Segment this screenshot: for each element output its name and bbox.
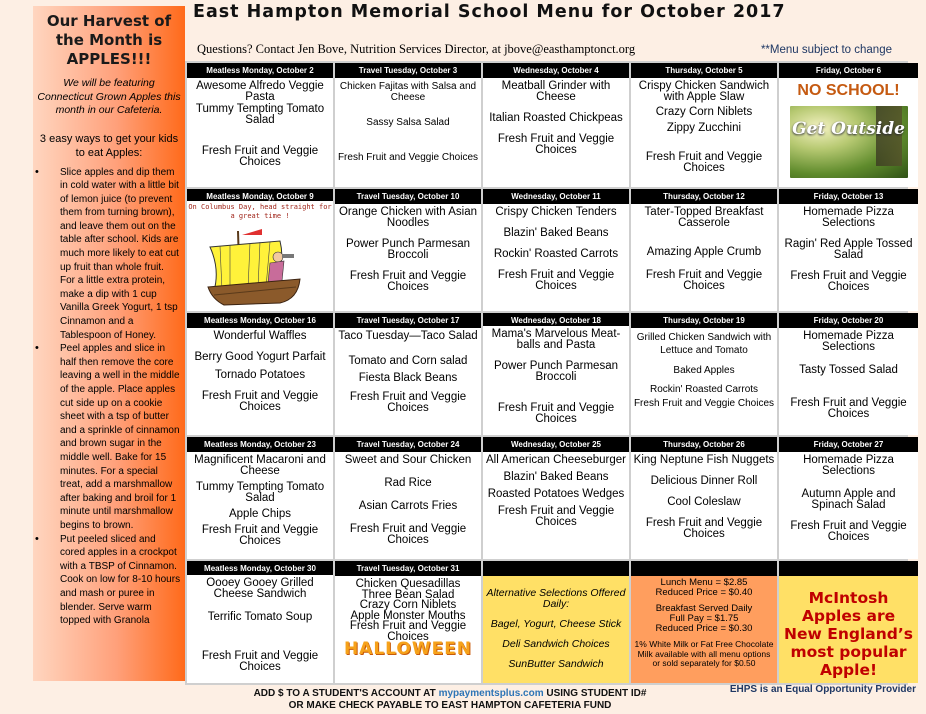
day-header: Meatless Monday, October 23	[187, 437, 333, 452]
lunch-reduced-price: Reduced Price = $0.40	[655, 587, 753, 598]
day-cell	[187, 189, 333, 311]
day-cell	[631, 313, 777, 435]
menu-item: Homemade Pizza Selections	[803, 454, 894, 477]
menu-item: Power Punch Parmesan Broccoli	[493, 360, 618, 383]
footer-line1-pre: ADD $ TO A STUDENT'S ACCOUNT AT	[253, 688, 439, 699]
alt-item: Deli Sandwich Choices	[502, 638, 610, 650]
menu-item: Meatball Grinder with Cheese	[501, 80, 611, 103]
menu-item: Fresh Fruit and Veggie Choices	[201, 390, 319, 413]
alt-item: SunButter Sandwich	[508, 658, 604, 670]
menu-item: Chicken Quesadillas	[355, 578, 461, 590]
alt-heading: Alternative Selections Offered Daily:	[486, 587, 626, 610]
menu-item: Awesome Alfredo Veggie Pasta	[196, 80, 324, 103]
menu-item: Fresh Fruit and Veggie Choices	[790, 270, 907, 293]
day-header: Thursday, October 12	[631, 189, 777, 204]
menu-item: Power Punch Parmesan Broccoli	[345, 238, 470, 261]
menu-item: All American Cheeseburger	[486, 454, 626, 466]
menu-item: Rockin' Roasted Carrots	[493, 248, 619, 260]
alt-item: Bagel, Yogurt, Cheese Stick	[490, 618, 622, 630]
menu-item: Fresh Fruit and Veggie Choices	[497, 133, 615, 156]
day-header: Wednesday, October 4	[483, 63, 629, 78]
menu-item: Fresh Fruit and Veggie Choices	[645, 151, 763, 174]
day-cell	[335, 313, 481, 435]
day-header: Travel Tuesday, October 31	[335, 561, 481, 576]
day-cell	[631, 437, 777, 559]
menu-item: Apple Monster Mouths	[350, 609, 466, 622]
columbus-caption: On Columbus Day, head straight for a great time !	[188, 203, 332, 220]
menu-item: Tummy Tempting Tomato Salad	[195, 481, 325, 504]
halloween-banner: HALLOWEEN	[343, 639, 473, 659]
menu-item: Berry Good Yogurt Parfait	[194, 351, 326, 363]
day-header: Travel Tuesday, October 17	[335, 313, 481, 328]
menu-item: Homemade Pizza Selections	[803, 330, 894, 353]
menu-item: Orange Chicken with Asian Noodles	[338, 206, 478, 229]
menu-item: Crazy Corn Niblets	[655, 106, 753, 118]
menu-item: Sassy Salsa Salad	[366, 117, 450, 128]
equal-opportunity-notice: EHPS is an Equal Opportunity Provider	[729, 684, 916, 695]
menu-item: Mama's Marvelous Meat-balls and Pasta	[491, 328, 621, 351]
lunch-price: Lunch Menu = $2.85	[660, 577, 748, 588]
day-header: Friday, October 13	[779, 189, 918, 204]
menu-item: Crispy Chicken Tenders	[495, 206, 617, 218]
menu-item: Tomato and Corn salad	[348, 355, 468, 367]
menu-item: Fresh Fruit and Veggie Choices	[201, 650, 319, 673]
day-header: Travel Tuesday, October 10	[335, 189, 481, 204]
menu-item: Grilled Chicken Sandwich with Lettuce and Tomato	[636, 332, 772, 356]
sidebar-title: Our Harvest of the Month is APPLES!!!	[46, 12, 172, 68]
day-cell	[483, 63, 629, 187]
menu-item: Crispy Chicken Sandwich with Apple Slaw	[638, 80, 770, 103]
day-header: Friday, October 6	[779, 63, 918, 78]
day-cell	[779, 189, 918, 311]
day-cell	[779, 437, 918, 559]
day-header: Wednesday, October 11	[483, 189, 629, 204]
menu-calendar	[185, 61, 913, 685]
breakfast-reduced-price: Reduced Price = $0.30	[655, 623, 753, 634]
sidebar-ways-heading: 3 easy ways to get your kids to eat Apples:	[39, 132, 179, 159]
menu-item: Rockin' Roasted Carrots	[649, 384, 759, 395]
get-outside-image	[790, 106, 908, 178]
no-school-label: NO SCHOOL!	[797, 82, 900, 99]
day-cell	[187, 437, 333, 559]
menu-item: Homemade Pizza Selections	[803, 206, 894, 229]
footer-line1-post: USING STUDENT ID#	[543, 688, 647, 699]
payment-link[interactable]: mypaymentsplus.com	[438, 688, 544, 699]
menu-item: Autumn Apple and Spinach Salad	[801, 488, 896, 511]
tip-item: • Slice apples and dip them in cold water with a little bit of lemon juice (to prevent them from turning brown), and leave them out on the table after school. Kids are much more likely to eat cut up fruit than whole fruit. For a little extra protein, make a dip with 1 cup Vanilla Greek Yogurt, 1 tsp Cinnamon and a Tablespoon of Honey.	[33, 166, 181, 343]
day-cell	[631, 189, 777, 311]
menu-item: Fresh Fruit and Veggie Choices	[790, 520, 907, 543]
day-header: Wednesday, October 25	[483, 437, 629, 452]
day-cell	[779, 313, 918, 435]
day-cell	[483, 437, 629, 559]
alternative-selections-cell	[483, 561, 629, 683]
day-header: Meatless Monday, October 16	[187, 313, 333, 328]
menu-item: Delicious Dinner Roll	[650, 475, 758, 487]
day-header: Thursday, October 19	[631, 313, 777, 328]
menu-item: Italian Roasted Chickpeas	[489, 112, 623, 124]
payment-footer	[185, 688, 715, 712]
menu-item: Amazing Apple Crumb	[646, 246, 762, 258]
day-cell	[187, 63, 333, 187]
menu-item: Wonderful Waffles	[213, 330, 307, 342]
menu-item: Fiesta Black Beans	[358, 372, 458, 384]
tips-list	[37, 166, 181, 628]
menu-item: Fresh Fruit and Veggie Choices	[349, 523, 467, 546]
menu-item: Cool Coleslaw	[667, 496, 741, 508]
columbus-ship-icon	[200, 221, 320, 306]
menu-item: Apple Chips	[228, 508, 291, 520]
menu-item: Fresh Fruit and Veggie Choices	[349, 391, 467, 414]
menu-item: Ragin' Red Apple Tossed Salad	[784, 238, 913, 261]
menu-item: Roasted Potatoes Wedges	[487, 488, 625, 500]
menu-item: Asian Carrots Fries	[358, 500, 458, 512]
pricing-cell	[631, 561, 777, 683]
mcintosh-fact-cell	[779, 561, 918, 683]
day-cell	[483, 313, 629, 435]
contact-line: Questions? Contact Jen Bove, Nutrition Services Director, at jbove@easthamptonct.org	[197, 42, 636, 56]
menu-item: Tasty Tossed Salad	[799, 364, 898, 376]
day-header: Meatless Monday, October 9	[187, 189, 333, 201]
get-outside-text: Get Outside	[792, 119, 905, 139]
menu-item: Baked Apples	[673, 365, 735, 376]
menu-item: Fresh Fruit and Veggie Choices	[201, 145, 319, 168]
menu-item: Tummy Tempting Tomato Salad	[195, 103, 325, 126]
menu-item: Magnificent Macaroni and Cheese	[194, 454, 326, 477]
menu-item: Fresh Fruit and Veggie Choices	[645, 517, 763, 540]
tip-item: • Peel apples and slice in half then remove the core leaving a well in the middle of the apple. Place apples cut side up on a cookie sheet with a tsp of butter and a sprinkle of cinnamon and brown sugar in the middle well. Bake for 15 minutes. For a special treat, add a marshmallow after baking and broil for 1 minute until marshmallow begins to brown.	[33, 342, 181, 532]
day-header	[631, 561, 777, 576]
menu-item: Three Bean Salad	[361, 588, 455, 601]
day-cell	[187, 313, 333, 435]
day-cell-no-school	[779, 63, 918, 187]
menu-item: Oooey Gooey Grilled Cheese Sandwich	[206, 577, 314, 600]
footer-line2: OR MAKE CHECK PAYABLE TO EAST HAMPTON CAFETERIA FUND	[288, 700, 612, 711]
mcintosh-fact: McIntosh Apples are New England’s most popular Apple!	[784, 589, 913, 679]
day-cell	[335, 63, 481, 187]
menu-item: Fresh Fruit and Veggie Choices	[337, 152, 479, 163]
day-cell	[335, 189, 481, 311]
sidebar-intro: We will be featuring Connecticut Grown Apples this month in our Cafeteria.	[37, 77, 181, 116]
tip-item: • Put peeled sliced and cored apples in a crockpot with a TBSP of Cinnamon. Cook on low for 8-10 hours and mash or puree in blender. Serve warm topped with Granola	[33, 533, 181, 628]
day-cell	[483, 189, 629, 311]
menu-item: Crazy Corn Niblets	[359, 599, 457, 611]
menu-item: Taco Tuesday—Taco Salad	[338, 330, 478, 342]
menu-disclaimer: **Menu subject to change	[760, 44, 892, 56]
menu-item: Fresh Fruit and Veggie Choices	[645, 269, 763, 292]
menu-item: Sweet and Sour Chicken	[344, 454, 472, 466]
menu-item: Fresh Fruit and Veggie Choices	[497, 402, 615, 425]
day-header: Friday, October 20	[779, 313, 918, 328]
day-header: Wednesday, October 18	[483, 313, 629, 326]
menu-item: Fresh Fruit and Veggie Choices	[497, 505, 615, 528]
day-header: Travel Tuesday, October 3	[335, 63, 481, 78]
menu-item: Fresh Fruit and Veggie Choices	[349, 270, 467, 293]
day-header: Meatless Monday, October 2	[187, 63, 333, 78]
milk-note: 1% White Milk or Fat Free Chocolate Milk available with all menu options or sold separately for $0.50	[634, 639, 774, 668]
day-header	[483, 561, 629, 576]
breakfast-full-price: Full Pay = $1.75	[669, 613, 739, 624]
menu-item: Fresh Fruit and Veggie Choices	[790, 397, 907, 420]
day-header: Meatless Monday, October 30	[187, 561, 333, 575]
day-cell	[335, 437, 481, 559]
menu-item: Tornado Potatoes	[214, 369, 306, 381]
menu-item: Fresh Fruit and Veggie Choices	[201, 524, 319, 547]
day-header	[779, 561, 918, 576]
breakfast-heading: Breakfast Served Daily	[655, 603, 753, 614]
menu-item: Zippy Zucchini	[666, 122, 742, 134]
menu-item: Terrific Tomato Soup	[207, 611, 313, 623]
day-cell	[631, 63, 777, 187]
menu-item: Blazin' Baked Beans	[503, 471, 609, 483]
menu-item: Chicken Fajitas with Salsa and Cheese	[339, 81, 477, 103]
menu-item: Rad Rice	[384, 477, 432, 489]
menu-item: Fresh Fruit and Veggie Choices	[497, 269, 615, 292]
harvest-sidebar	[33, 6, 185, 681]
menu-item: Fresh Fruit and Veggie Choices	[349, 620, 467, 643]
day-header: Travel Tuesday, October 24	[335, 437, 481, 452]
page-title: East Hampton Memorial School Menu for October 2017	[193, 2, 786, 22]
day-header: Thursday, October 26	[631, 437, 777, 452]
day-header: Friday, October 27	[779, 437, 918, 452]
day-cell	[335, 561, 481, 683]
menu-item: Tater-Topped Breakfast Casserole	[644, 206, 764, 229]
menu-item: Blazin' Baked Beans	[503, 227, 609, 239]
menu-item: King Neptune Fish Nuggets	[633, 454, 775, 466]
menu-item: Fresh Fruit and Veggie Choices	[633, 398, 775, 409]
day-header: Thursday, October 5	[631, 63, 777, 78]
day-cell	[187, 561, 333, 683]
